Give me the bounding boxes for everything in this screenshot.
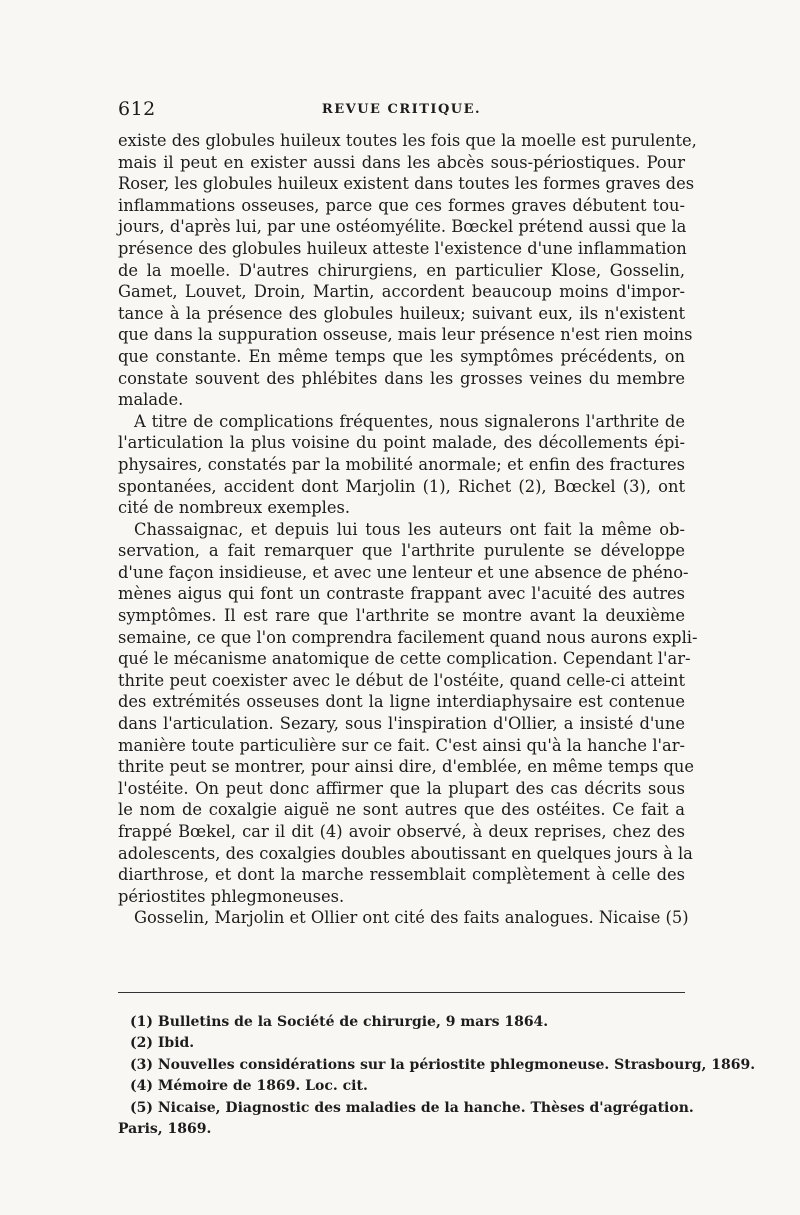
text-line: que constante. En même temps que les symptômes précédents, on — [118, 346, 685, 366]
text-line: spontanées, accident dont Marjolin (1), Richet (2), Bœckel (3), ont — [118, 476, 685, 496]
page-number: 612 — [118, 98, 156, 120]
paragraph-start-line: A titre de complications fréquentes, nous signalerons l'arthrite de — [134, 411, 685, 431]
footnote: (5) Nicaise, Diagnostic des maladies de la hanche. Thèses d'agrégation. — [130, 1099, 694, 1116]
text-line: Roser, les globules huileux existent dans toutes les formes graves des — [118, 174, 695, 194]
text-line: physaires, constatés par la mobilité anormale; et enfin des fractures — [118, 454, 685, 474]
text-line: malade. — [118, 390, 184, 410]
paragraph-start-line: Chassaignac, et depuis lui tous les auteurs ont fait la même ob- — [134, 519, 685, 539]
text-line: diarthrose, et dont la marche ressemblait complètement à celle des — [118, 865, 685, 885]
page-header — [118, 98, 685, 124]
text-line: périostites phlegmoneuses. — [118, 886, 345, 906]
text-line: servation, a fait remarquer que l'arthrite purulente se développe — [118, 541, 685, 561]
text-line: le nom de coxalgie aiguë ne sont autres que des ostéites. Ce fait a — [118, 800, 685, 820]
running-title: REVUE CRITIQUE. — [321, 102, 482, 117]
text-line: existe des globules huileux toutes les fois que la moelle est purulente, — [118, 131, 697, 150]
paragraph-start-line: Gosselin, Marjolin et Ollier ont cité des faits analogues. Nicaise (5) — [134, 908, 689, 928]
footnotes — [118, 1012, 756, 1140]
body-text — [118, 130, 698, 929]
text-line: symptômes. Il est rare que l'arthrite se montre avant la deuxième — [118, 606, 685, 626]
text-line: tance à la présence des globules huileux; suivant eux, ils n'existent — [118, 303, 685, 323]
text-line: Gamet, Louvet, Droin, Martin, accordent beaucoup moins d'impor- — [118, 282, 685, 302]
text-line: présence des globules huileux atteste l'existence d'une inflammation — [118, 238, 687, 258]
text-line: jours, d'après lui, par une ostéomyélite. Bœckel prétend aussi que la — [118, 217, 687, 237]
text-line: mais il peut en exister aussi dans les abcès sous-périostiques. Pour — [118, 152, 685, 172]
text-line: frappé Bœkel, car il dit (4) avoir observé, à deux reprises, chez des — [118, 822, 685, 841]
footnote: (4) Mémoire de 1869. Loc. cit. — [130, 1078, 368, 1095]
text-line: cité de nombreux exemples. — [118, 498, 351, 518]
text-line: d'une façon insidieuse, et avec une lenteur et une absence de phéno- — [118, 562, 689, 582]
footnote: (3) Nouvelles considérations sur la périostite phlegmoneuse. Strasbourg, 1869. — [130, 1056, 756, 1073]
text-line: dans l'articulation. Sezary, sous l'inspiration d'Ollier, a insisté d'une — [118, 714, 685, 734]
text-line: thrite peut coexister avec le début de l'ostéite, quand celle-ci atteint — [118, 670, 685, 690]
footnote: (1) Bulletins de la Société de chirurgie, 9 mars 1864. — [130, 1014, 549, 1030]
footnote-continuation: Paris, 1869. — [118, 1120, 212, 1137]
text-line: qué le mécanisme anatomique de cette complication. Cependant l'ar- — [118, 649, 691, 669]
text-line: manière toute particulière sur ce fait. C'est ainsi qu'à la hanche l'ar- — [118, 735, 685, 755]
footnote-divider — [118, 992, 685, 993]
text-line: l'ostéite. On peut donc affirmer que la plupart des cas décrits sous — [118, 778, 685, 798]
text-line: de la moelle. D'autres chirurgiens, en particulier Klose, Gosselin, — [118, 260, 685, 280]
text-line: que dans la suppuration osseuse, mais leur présence n'est rien moins — [118, 325, 693, 345]
text-line: thrite peut se montrer, pour ainsi dire, d'emblée, en même temps que — [118, 757, 694, 777]
text-line: inflammations osseuses, parce que ces formes graves débutent tou- — [118, 195, 685, 215]
text-line: constate souvent des phlébites dans les grosses veines du membre — [118, 368, 685, 388]
footnote: (2) Ibid. — [130, 1035, 195, 1052]
text-line: l'articulation la plus voisine du point malade, des décollements épi- — [118, 433, 685, 453]
text-line: adolescents, des coxalgies doubles aboutissant en quelques jours à la — [118, 843, 693, 863]
text-line: semaine, ce que l'on comprendra facilement quand nous aurons expli- — [118, 627, 698, 647]
text-line: mènes aigus qui font un contraste frappant avec l'acuité des autres — [118, 584, 685, 604]
text-line: des extrémités osseuses dont la ligne interdiaphysaire est contenue — [118, 692, 685, 712]
